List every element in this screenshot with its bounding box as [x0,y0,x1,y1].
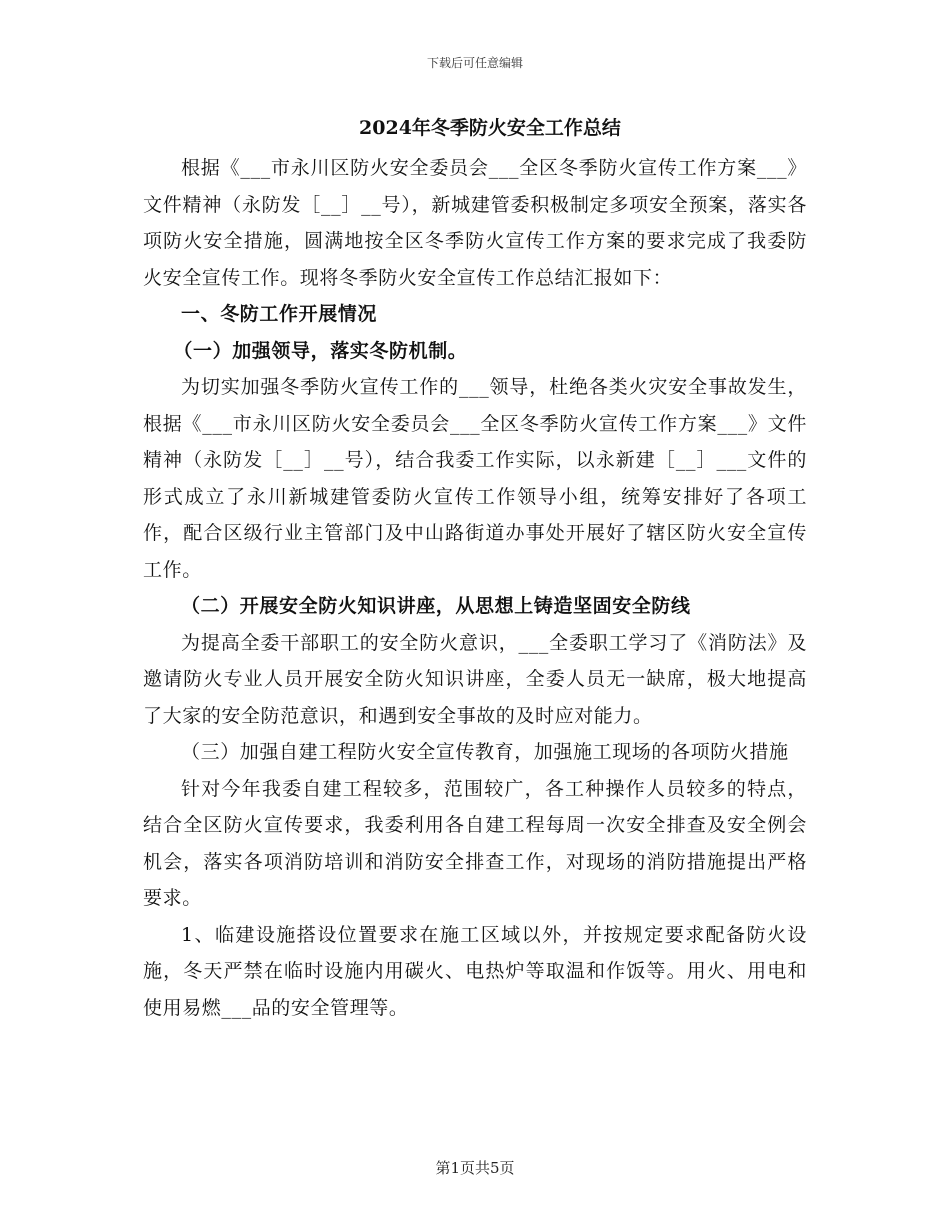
document-title: 2024年冬季防火安全工作总结 [359,117,621,139]
subsection-heading-3: （三）加强自建工程防火安全宣传教育，加强施工现场的各项防火措施 [181,741,789,763]
document-body [143,112,807,1026]
page-number-footer: 第1页共5页 [435,1159,515,1177]
header-note: 下载后可任意编辑 [426,56,523,70]
body-paragraph-1: 为切实加强冬季防火宣传工作的___领导，杜绝各类火灾安全事故发生，根据《___市永川区防火安全委员会___全区冬季防火宣传工作方案___》文件精神（永防发［__］__号），结合我委工作实际，以永新建［__］___文件的形式成立了永川新城建管委防火宣传工作领导小组，统筹安排好了各项工作，配合区级行业主管部门及中山路街道办事处开展好了辖区防火安全宣传工作。 [143,376,807,581]
body-paragraph-2: 为提高全委干部职工的安全防火意识，___全委职工学习了《消防法》及邀请防火专业人员开展安全防火知识讲座，全委人员无一缺席，极大地提高了大家的安全防范意识，和遇到安全事故的及时应对能力。 [143,631,807,727]
subsection-heading-2: （二）开展安全防火知识讲座，从思想上铸造坚固安全防线 [181,595,691,617]
intro-paragraph: 根据《___市永川区防火安全委员会___全区冬季防火宣传工作方案___》文件精神（永防发［__］__号），新城建管委积极制定多项安全预案，落实各项防火安全措施，圆满地按全区冬季防火宣传工作方案的要求完成了我委防火安全宣传工作。现将冬季防火安全宣传工作总结汇报如下： [143,157,807,289]
body-paragraph-3: 针对今年我委自建工程较多，范围较广，各工种操作人员较多的特点，结合全区防火宣传要求，我委利用各自建工程每周一次安全排查及安全例会机会，落实各项消防培训和消防安全排查工作，对现场的消防措施提出严格要求。 [143,777,807,909]
section-heading-1: 一、冬防工作开展情况 [181,303,378,325]
body-paragraph-4: 1、临建设施搭设位置要求在施工区域以外，并按规定要求配备防火设施，冬天严禁在临时设施内用碳火、电热炉等取温和作饭等。用火、用电和使用易燃___品的安全管理等。 [143,923,807,1019]
subsection-heading-1: （一）加强领导，落实冬防机制。 [173,339,468,362]
